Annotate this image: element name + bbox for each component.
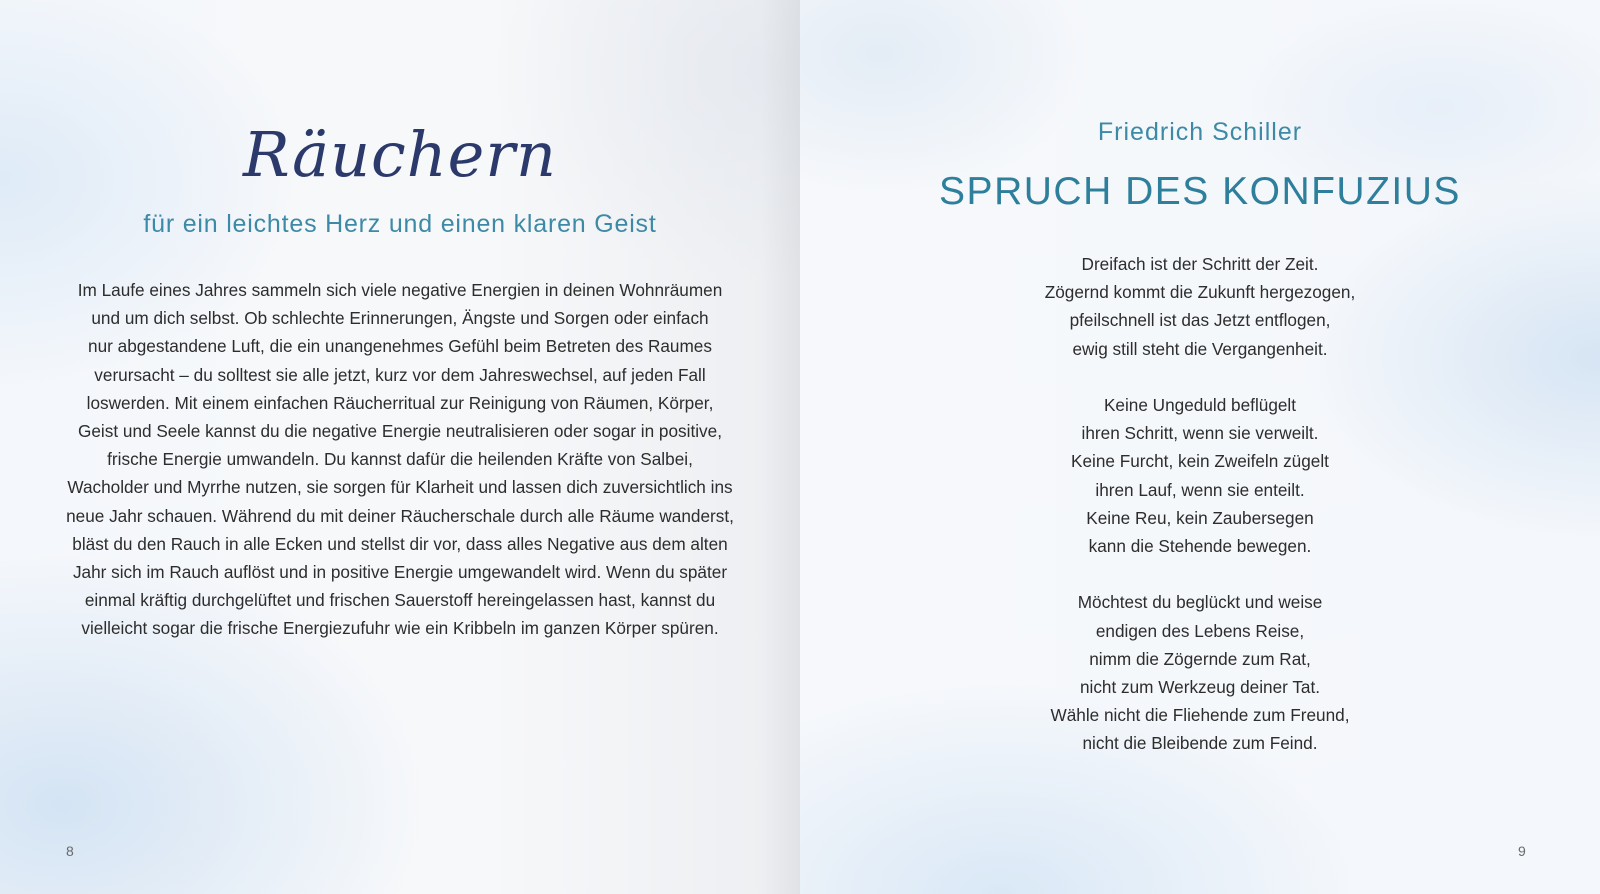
page-number-left: 8 xyxy=(66,843,74,859)
body-line: verursacht – du solltest sie alle jetzt, kurz vor dem Jahreswechsel, auf jeden Fall xyxy=(94,364,706,385)
poem-line: nicht die Bleibende zum Feind. xyxy=(1082,733,1318,754)
poem-line: Dreifach ist der Schritt der Zeit. xyxy=(1081,254,1319,274)
body-line: frische Energie umwandeln. Du kannst dafür die heilenden Kräfte von Salbei, xyxy=(107,449,693,470)
poem-line: nimm die Zögernde zum Rat, xyxy=(1089,648,1311,669)
body-line: Wacholder und Myrrhe nutzen, sie sorgen für Klarheit und lassen dich zuversichtlich ins xyxy=(67,477,733,498)
poem-line: ihren Schritt, wenn sie verweilt. xyxy=(1081,423,1319,444)
poem-line: kann die Stehende bewegen. xyxy=(1088,536,1312,557)
body-paragraph xyxy=(40,276,760,643)
poem-title: SPRUCH DES KONFUZIUS xyxy=(939,170,1461,213)
body-line: einmal kräftig durchgelüftet und frischen Sauerstoff hereingelassen hast, kannst du xyxy=(84,590,716,611)
page-subtitle: für ein leichtes Herz und einen klaren Geist xyxy=(143,210,657,238)
poem-author: Friedrich Schiller xyxy=(1097,118,1303,146)
poem-line: Zögernd kommt die Zukunft hergezogen, xyxy=(1044,282,1356,303)
body-line: loswerden. Mit einem einfachen Räucherritual zur Reinigung von Räumen, Körper, xyxy=(86,392,714,413)
body-line: Im Laufe eines Jahres sammeln sich viele negative Energien in deinen Wohnräumen xyxy=(77,280,723,300)
poem-line: Keine Furcht, kein Zweifeln zügelt xyxy=(1071,451,1329,472)
poem-line: Keine Reu, kein Zaubersegen xyxy=(1086,507,1314,528)
poem-line: Keine Ungeduld beflügelt xyxy=(1103,395,1297,415)
poem-stanza xyxy=(800,391,1600,560)
poem-line: nicht zum Werkzeug deiner Tat. xyxy=(1079,677,1321,698)
body-line: nur abgestandene Luft, die ein unangenehmes Gefühl beim Betreten des Raumes xyxy=(88,336,712,357)
poem-line: Wähle nicht die Fliehende zum Freund, xyxy=(1050,705,1350,726)
poem-line: ewig still steht die Vergangenheit. xyxy=(1072,338,1328,359)
poem xyxy=(800,250,1600,786)
body-line: Geist und Seele kannst du die negative Energie neutralisieren oder sogar in positive, xyxy=(78,421,722,442)
body-line: und um dich selbst. Ob schlechte Erinnerungen, Ängste und Sorgen oder einfach xyxy=(91,308,709,329)
poem-stanza xyxy=(800,588,1600,757)
page-title: Räuchern xyxy=(243,118,557,191)
poem-line: endigen des Lebens Reise, xyxy=(1095,620,1305,641)
poem-line: pfeilschnell ist das Jetzt entflogen, xyxy=(1069,310,1331,331)
body-line: Jahr sich im Rauch auflöst und in positive Energie umgewandelt wird. Wenn du später xyxy=(72,562,728,583)
body-line: vielleicht sogar die frische Energiezufuhr wie ein Kribbeln im ganzen Körper spüren. xyxy=(81,618,719,639)
body-line: neue Jahr schauen. Während du mit deiner Räucherschale durch alle Räume wanderst, xyxy=(66,505,734,526)
right-page xyxy=(800,0,1600,894)
poem-stanza xyxy=(800,250,1600,363)
body-line: bläst du den Rauch in alle Ecken und stellst dir vor, dass alles Negative aus dem alten xyxy=(72,533,728,554)
poem-line: Möchtest du beglückt und weise xyxy=(1077,592,1323,613)
page-number-right: 9 xyxy=(1518,843,1526,859)
poem-line: ihren Lauf, wenn sie enteilt. xyxy=(1095,479,1305,500)
